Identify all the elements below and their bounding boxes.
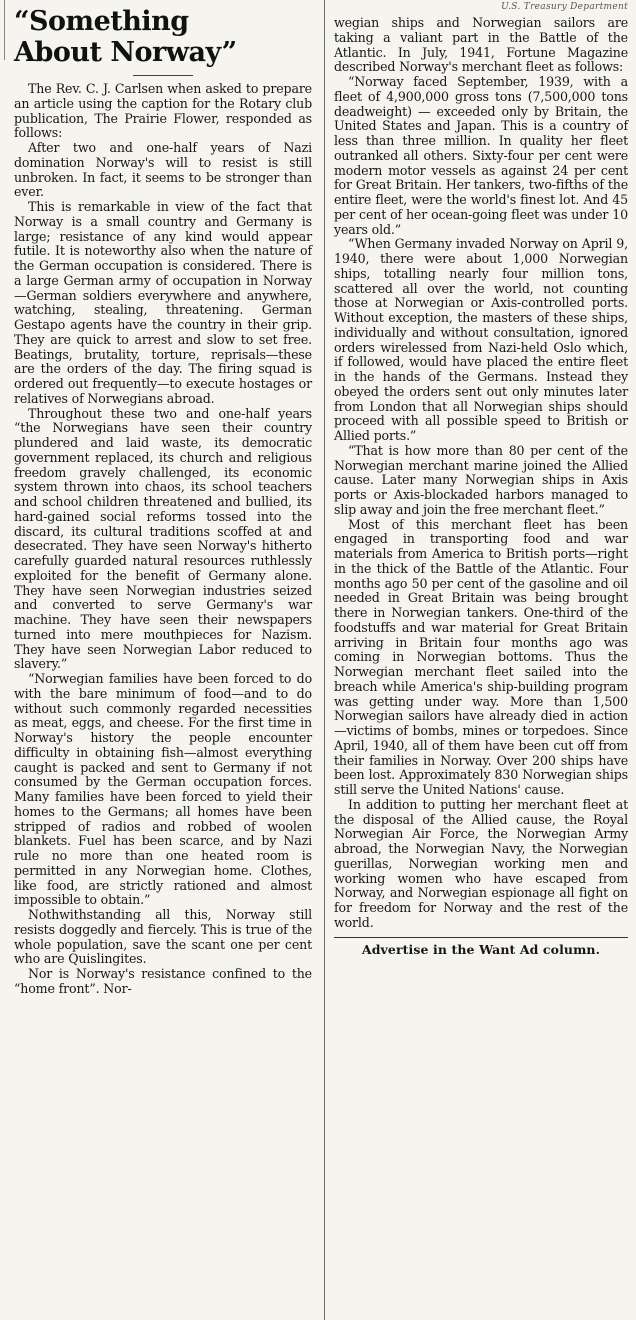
paragraph: Throughout these two and one-half years “the Norwegians have seen their country plundered and laid waste, its democratic government replaced, its church and religious freedom gravely challenged, its economic system thrown into chaos, its school teachers and school children threatened and bullied, its hard-gained social reforms tossed into the discard, its cultural traditions scoffed at and desecrated. They have seen Norway's hitherto carefully guarded natural resources ruthlessly exploited for the benefit of Germany alone. They have seen Norwegian industries seized and converted to serve Germany's war machine. They have seen their newspapers turned into mere mouthpieces for Nazism. They have seen Norwegian Labor reduced to slavery.” xyxy=(14,405,312,672)
paragraph: “That is how more than 80 per cent of the Norwegian merchant marine joined the Allied cause. Later many Norwegian ships in Axis ports or Axis-blockaded harbors managed to slip away and join the free merchant fleet.” xyxy=(334,442,628,517)
want-ad-notice: Advertise in the Want Ad column. xyxy=(361,941,601,957)
paragraph: This is remarkable in view of the fact that Norway is a small country and Germany is large; resistance of any kind would appear futile. It is noteworthy also when the nature of the German occupation is considered. There is a large German army of occupation in Norway—German soldiers everywhere and anywhere, watching, stealing, threatening. German Gestapo agents have the country in their grip. They are quick to arrest and slow to set free. Beatings, brutality, torture, reprisals—these are the orders of the day. The firing squad is ordered out frequently—to execute hostages or relatives of Norwegians abroad. xyxy=(14,199,312,406)
advertisement-divider xyxy=(334,937,628,938)
paragraph-continued: wegian ships and Norwegian sailors are taking a valiant part in the Battle of the Atlantic. In July, 1941, Fortune Magazine described Norway's merchant fleet as follows: xyxy=(334,15,628,75)
column-rule xyxy=(324,0,325,1320)
paragraph: After two and one-half years of Nazi domination Norway's will to resist is still unbroken. In fact, it seems to be stronger than ever. xyxy=(14,140,312,200)
paragraph: “Norway faced September, 1939, with a fleet of 4,900,000 gross tons (7,500,000 tons deadweight) — exceeded only by Britain, the United States and Japan. This is a country of less than three million. In quality her fleet outranked all others. Sixty-four per cent were modern motor vessels as against 24 per cent for Great Britain. Her tankers, two-fifths of the entire fleet, were the world's finest lot. And 45 per cent of her ocean-going fleet was under 10 years old.” xyxy=(334,74,628,237)
paragraph: In addition to putting her merchant fleet at the disposal of the Allied cause, the Royal Norwegian Air Force, the Norwegian Army abroad, the Norwegian Navy, the Norwegian guerillas, Norwegian working men and working women who have escaped from Norway, and Norwegian espionage all fight on for freedom for Norway and the rest of the world. xyxy=(334,796,628,930)
headline-line-1: “Something xyxy=(14,6,189,37)
paragraph-intro: The Rev. C. J. Carlsen when asked to prepare an article using the caption for the Rotary club publication, The Prairie Flower, responded as follows: xyxy=(14,81,312,141)
paragraph: “When Germany invaded Norway on April 9, 1940, there were about 1,000 Norwegian ships, totalling nearly four million tons, scattered all over the world, not counting those at Norwegian or Axis-controlled ports. Without exception, the masters of these ships, individually and without consultation, ignored orders wirelessed from Nazi-held Oslo which, if followed, would have placed the entire fleet in the hands of the Germans. Instead they obeyed the orders sent out only minutes later from London that all Norwegian ships should proceed with all possible speed to British or Allied ports.” xyxy=(334,236,628,443)
department-credit: U.S. Treasury Department xyxy=(501,2,628,12)
headline-divider xyxy=(133,75,193,76)
right-column xyxy=(328,0,636,1320)
paragraph: “Norwegian families have been forced to do with the bare minimum of food—and to do without such commonly regarded necessities as meat, eggs, and cheese. For the first time in Norway's history the people encounter difficulty in obtaining fish—almost everything caught is packed and sent to Germany if not consumed by the German occupation forces. Many families have been forced to yield their homes to the Germans; all homes have been stripped of radios and robbed of woolen blankets. Fuel has been scarce, and by Nazi rule no more than one heated room is permitted in any Norwegian home. Clothes, like food, are strictly rationed and almost impossible to obtain.” xyxy=(14,671,312,908)
headline-line-2: About Norway” xyxy=(14,37,237,68)
paragraph: Nor is Norway's resistance confined to the “home front”. Nor- xyxy=(14,966,312,996)
paragraph: Most of this merchant fleet has been engaged in transporting food and war materials from America to British ports—right in the thick of the Battle of the Atlantic. Four months ago 50 per cent of the gasoline and oil needed in Great Britain was being brought there in Norwegian tankers. One-third of the foodstuffs and war material for Great Britain arriving in Britain four months ago was coming in Norwegian bottoms. Thus the Norwegian merchant fleet sailed into the breach while America's ship-building program was getting under way. More than 1,500 Norwegian sailors have already died in action—victims of bombs, mines or torpedoes. Since April, 1940, all of them have been cut off from their families in Norway. Over 200 ships have been lost. Approximately 830 Norwegian ships still serve the United Nations' cause. xyxy=(334,516,628,797)
paragraph: Nothwithstanding all this, Norway still resists doggedly and fiercely. This is true of the whole population, save the scant one per cent who are Quislingites. xyxy=(14,907,312,967)
headline xyxy=(14,6,312,68)
